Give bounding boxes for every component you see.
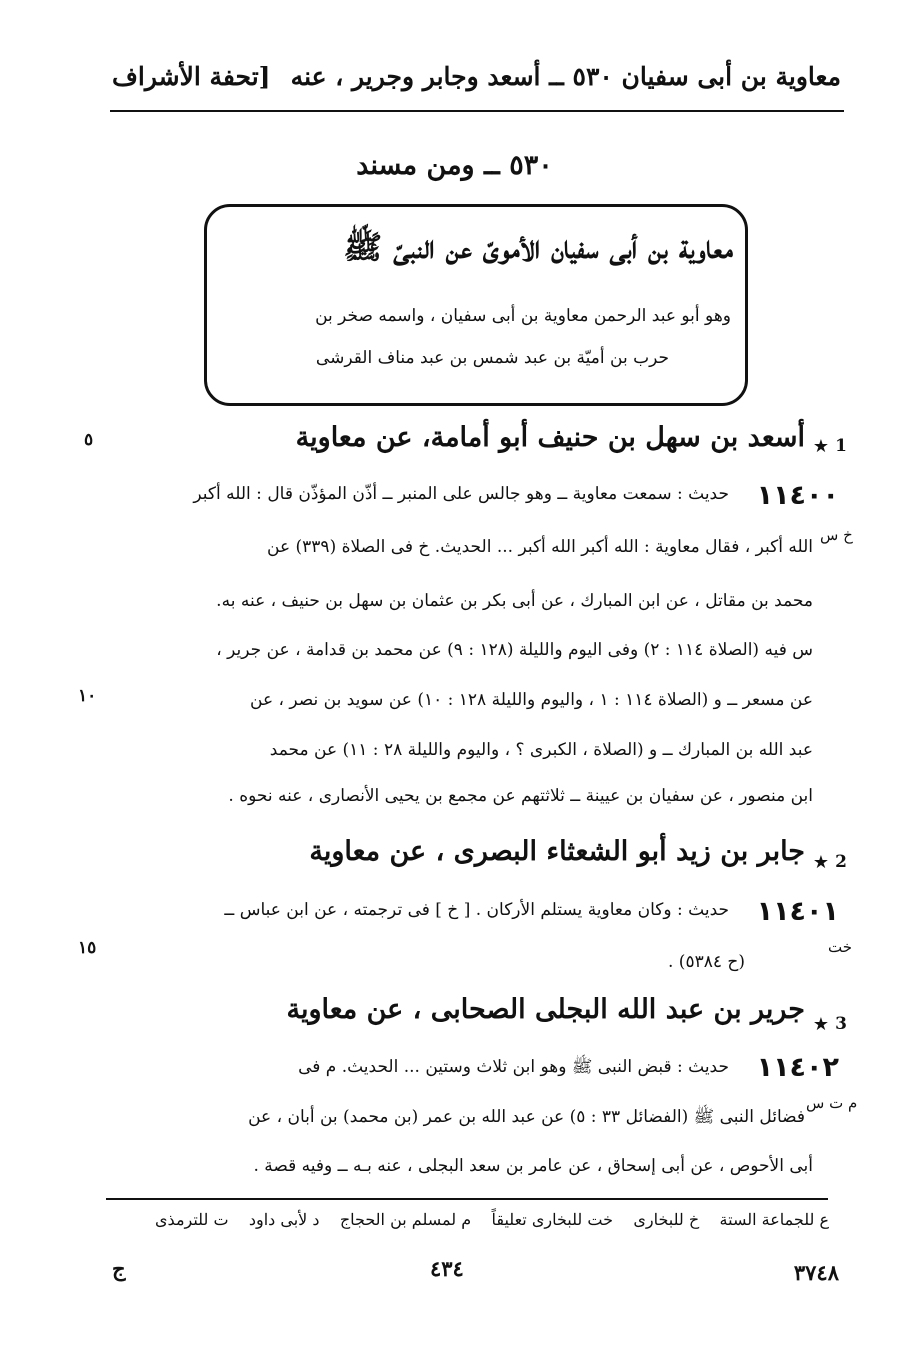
entry-star-icon: ★ bbox=[812, 436, 829, 457]
entry-number: 1 bbox=[835, 436, 847, 456]
entry-star-icon: ★ bbox=[812, 852, 829, 873]
hadith-number: ١١٤٠٠ bbox=[756, 480, 839, 511]
hadith-text-line: محمد بن مقاتل ، عن ابن المبارك ، عن أبى بكر بن عثمان بن سهل بن حنيف ، عنه به. bbox=[216, 591, 813, 611]
line-number-margin: ١٠ bbox=[78, 686, 97, 706]
hadith-text-line: فضائل النبى ﷺ (الفضائل ٣٣ : ٥) عن عبد الله بن عمر (بن محمد) بن أبان ، عن bbox=[248, 1107, 805, 1127]
entry-heading: جرير بن عبد الله البجلى الصحابى ، عن معاوية bbox=[286, 994, 805, 1025]
hadith-number: ١١٤٠١ bbox=[756, 896, 839, 927]
hadith-text-line: أبى الأحوص ، عن أبى إسحاق ، عن عامر بن سعد البجلى ، عنه بـه ــ وفيه قصة . bbox=[253, 1156, 813, 1176]
hadith-text-line: حديث : وكان معاوية يستلم الأركان . [ خ ] فى ترجمته ، عن ابن عباس ــ bbox=[224, 900, 729, 920]
line-number-margin: ١٥ bbox=[78, 938, 97, 958]
siglum: خ س bbox=[820, 526, 853, 544]
hadith-text-line: الله أكبر ، فقال معاوية : الله أكبر الله أكبر ... الحديث. خ فى الصلاة (٣٣٩) عن bbox=[267, 537, 813, 557]
hadith-text-line: ابن منصور ، عن سفيان بن عيينة ــ ثلاثتهم عن مجمع بن يحيى الأنصارى ، عنه نحوه . bbox=[228, 786, 813, 806]
hadith-text-line: حديث : سمعت معاوية ــ وهو جالس على المنبر ــ أذّن المؤذّن قال : الله أكبر bbox=[193, 484, 729, 504]
entry-number: 3 bbox=[835, 1014, 847, 1034]
page-number: ٤٣٤ bbox=[430, 1256, 464, 1281]
companion-bio-line: حرب بن أميّة بن عبد شمس بن عبد مناف القرشى bbox=[315, 348, 669, 368]
hadith-text-line: حديث : قبض النبى ﷺ وهو ابن ثلاث وستين ... الحديث. م فى bbox=[298, 1057, 729, 1077]
line-number-margin: ٥ bbox=[84, 430, 94, 450]
hadith-text-line: س فيه (الصلاة ١١٤ : ٢) وفى اليوم والليلة (١٢٨ : ٩) عن محمد بن قدامة ، عن جرير ، bbox=[216, 640, 813, 660]
signature-mark: ج bbox=[112, 1256, 126, 1281]
hadith-text-line: عبد الله بن المبارك ــ و (الصلاة ، الكبرى ؟ ، واليوم والليلة ٢٨ : ١١) عن محمد bbox=[269, 740, 813, 760]
hadith-number: ١١٤٠٢ bbox=[756, 1052, 839, 1083]
header-rule bbox=[110, 110, 844, 112]
sigla-legend: ع للجماعة الستة خ للبخارى خت للبخارى تعليقاً م لمسلم بن الحجاج د لأبى داود ت للترمذى bbox=[155, 1210, 829, 1229]
entry-star-icon: ★ bbox=[812, 1014, 829, 1035]
companion-name: معاوية بن أبى سفيان الأموىّ عن النبىّ ﷺ bbox=[343, 228, 733, 266]
hadith-text-line: (ح ٥٣٨٤) . bbox=[668, 952, 745, 972]
running-header-book: [تحفة الأشراف bbox=[112, 62, 271, 91]
hadith-text-line: عن مسعر ــ و (الصلاة ١١٤ : ١ ، واليوم والليلة ١٢٨ : ١٠) عن سويد بن نصر ، عن bbox=[250, 690, 813, 710]
siglum: خت bbox=[828, 938, 853, 956]
entry-heading: جابر بن زيد أبو الشعثاء البصرى ، عن معاوية bbox=[309, 836, 805, 867]
siglum: م ت س bbox=[806, 1094, 858, 1112]
entry-heading: أسعد بن سهل بن حنيف أبو أمامة، عن معاوية bbox=[295, 422, 805, 453]
volume-page-number: ٣٧٤٨ bbox=[793, 1260, 839, 1285]
entry-number: 2 bbox=[835, 852, 847, 872]
footnote-rule bbox=[106, 1198, 828, 1200]
companion-bio-line: وهو أبو عبد الرحمن معاوية بن أبى سفيان ، واسمه صخر بن bbox=[315, 306, 731, 326]
running-header-title: معاوية بن أبى سفيان ٥٣٠ ــ أسعد وجابر وجرير ، عنه bbox=[290, 62, 841, 91]
section-title: ٥٣٠ ــ ومن مسند bbox=[356, 150, 553, 181]
